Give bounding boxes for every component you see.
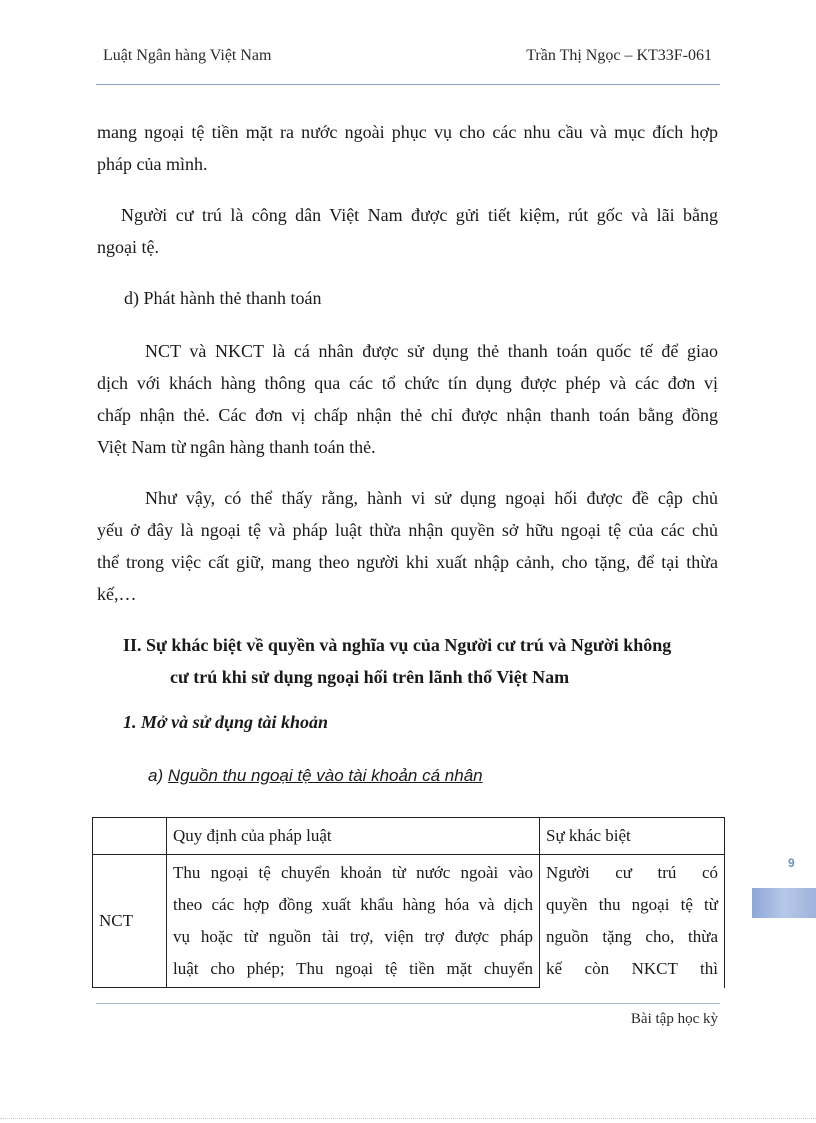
paragraph-3 (97, 335, 718, 463)
paragraph-line: NCT và NKCT là cá nhân được sử dụng thẻ thanh toán quốc tế để giao (145, 341, 718, 361)
footer-rule (96, 1003, 720, 1004)
paragraph-line: Người cư trú là công dân Việt Nam được gửi tiết kiệm, rút gốc và lãi bằng (121, 205, 718, 225)
paragraph-line: mang ngoại tệ tiền mặt ra nước ngoài phục vụ cho các nhu cầu và mục đích hợp (97, 122, 718, 142)
subsection-heading: 1. Mở và sử dụng tài khoản (123, 712, 328, 732)
footer-text: Bài tập học kỳ (630, 1011, 718, 1027)
paragraph-line: chấp nhận thẻ. Các đơn vị chấp nhận thẻ chỉ được nhận thanh toán bằng đồng (97, 405, 718, 425)
table-header-row (93, 818, 725, 855)
page-tab-decoration (752, 888, 816, 918)
table-row-label: NCT (93, 855, 167, 988)
paragraph-line: thể trong việc cất giữ, mang theo người khi xuất nhập cảnh, cho tặng, để tại thừa (97, 552, 718, 572)
sub-subsection-heading (148, 766, 483, 786)
header-title: Luật Ngân hàng Việt Nam (103, 47, 272, 64)
table-header-cell: Quy định của pháp luật (167, 818, 540, 855)
subheading-d-text: d) Phát hành thẻ thanh toán (124, 288, 322, 308)
cell-line: theo các hợp đồng xuất khẩu hàng hóa và dịch (173, 895, 533, 914)
header-rule (96, 84, 720, 85)
table-header-cell: Sự khác biệt (540, 818, 725, 855)
sub-subsection-label: a) (148, 766, 164, 785)
cell-line: vụ hoặc từ nguồn tài trợ, viện trợ được pháp (173, 927, 533, 946)
table-cell-law (167, 855, 540, 988)
page-bottom-divider (0, 1118, 816, 1119)
sub-subsection-title: Nguồn thu ngoại tệ vào tài khoản cá nhân (167, 766, 483, 785)
table-row (93, 855, 725, 988)
cell-line: nguồn tặng cho, thừa (546, 927, 718, 946)
paragraph-line: Việt Nam từ ngân hàng thanh toán thẻ. (97, 437, 376, 457)
section-heading-line1: II. Sự khác biệt về quyền và nghĩa vụ của Người cư trú và Người không (123, 635, 672, 655)
paragraph-line: pháp của mình. (97, 154, 208, 174)
paragraph-4 (97, 482, 718, 610)
cell-line: Thu ngoại tệ chuyển khoản từ nước ngoài vào (173, 863, 533, 882)
header-author: Trần Thị Ngọc – KT33F-061 (526, 47, 712, 64)
paragraph-line: yếu ở đây là ngoại tệ và pháp luật thừa nhận quyền sở hữu ngoại tệ của các chủ (97, 520, 718, 540)
section-heading-line2: cư trú khi sử dụng ngoại hối trên lãnh thổ Việt Nam (170, 667, 570, 687)
cell-line: luật cho phép; Thu ngoại tệ tiền mặt chuyển (173, 959, 533, 978)
cell-line: quyền thu ngoại tệ từ (546, 895, 718, 914)
cell-line: Người cư trú có (546, 863, 718, 882)
table-cell-difference (540, 855, 725, 988)
table-header-cell (93, 818, 167, 855)
paragraph-line: kế,… (97, 584, 137, 604)
comparison-table (92, 817, 725, 988)
paragraph-line: Như vậy, có thể thấy rằng, hành vi sử dụng ngoại hối được đề cập chủ (145, 488, 718, 508)
page-number: 9 (788, 856, 795, 870)
paragraph-line: ngoại tệ. (97, 237, 159, 257)
paragraph-line: dịch với khách hàng thông qua các tổ chức tín dụng được phép và các đơn vị (97, 373, 718, 393)
paragraph-1 (97, 116, 718, 180)
paragraph-2 (97, 199, 718, 263)
cell-line: kế còn NKCT thì (546, 959, 718, 978)
subheading-d (124, 282, 321, 314)
